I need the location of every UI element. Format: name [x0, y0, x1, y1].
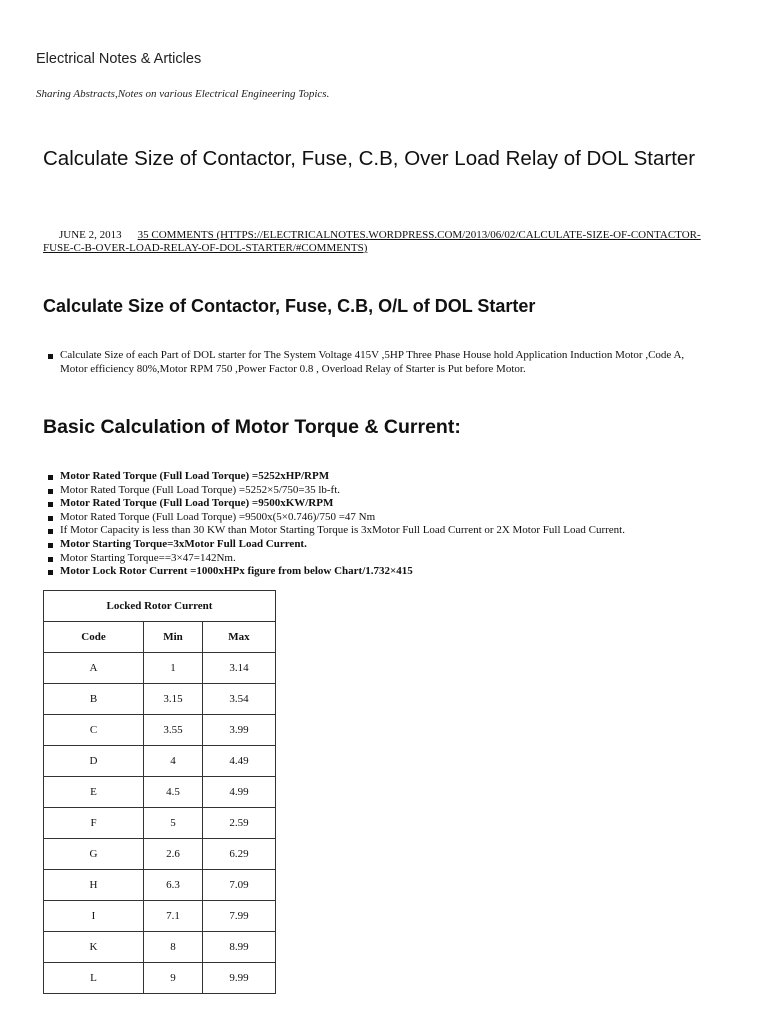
min-cell: 3.15	[144, 684, 203, 715]
max-cell: 3.14	[203, 653, 276, 684]
table-row	[44, 653, 276, 684]
table-row	[44, 870, 276, 901]
table-row	[44, 777, 276, 808]
section-heading-torque-current: Basic Calculation of Motor Torque & Current:	[43, 416, 461, 438]
table-row	[44, 684, 276, 715]
code-cell: H	[44, 870, 144, 901]
list-item: Motor Rated Torque (Full Load Torque) =5252xHP/RPM	[44, 470, 734, 484]
column-header-code: Code	[44, 622, 144, 653]
site-title-link[interactable]: Electrical Notes & Articles	[36, 51, 202, 67]
table-row	[44, 808, 276, 839]
max-cell: 4.49	[203, 746, 276, 777]
code-cell: A	[44, 653, 144, 684]
table-row	[44, 746, 276, 777]
list-item: Motor Rated Torque (Full Load Torque) =5252×5/750=35 lb-ft.	[44, 484, 734, 498]
code-cell: K	[44, 932, 144, 963]
max-cell: 9.99	[203, 963, 276, 994]
min-cell: 1	[144, 653, 203, 684]
section-heading-sizing: Calculate Size of Contactor, Fuse, C.B, O/L of DOL Starter	[43, 296, 536, 316]
list-item: Motor Lock Rotor Current =1000xHPx figure from below Chart/1.732×415	[44, 565, 734, 579]
max-cell: 6.29	[203, 839, 276, 870]
list-item: Motor Starting Torque==3×47=142Nm.	[44, 552, 734, 566]
max-cell: 3.54	[203, 684, 276, 715]
min-cell: 6.3	[144, 870, 203, 901]
table-row	[44, 715, 276, 746]
code-cell: C	[44, 715, 144, 746]
code-cell: B	[44, 684, 144, 715]
code-cell: F	[44, 808, 144, 839]
code-cell: I	[44, 901, 144, 932]
list-item: Calculate Size of each Part of DOL starter for The System Voltage 415V ,5HP Three Phase House hold Application Induction Motor ,Code A, Motor efficiency 80%,Motor RPM 750 ,Power Factor 0.8 , Overload Relay of Starter is Put before Motor.	[44, 349, 714, 376]
table-row	[44, 839, 276, 870]
comments-link[interactable]: 35 COMMENTS (HTTPS://ELECTRICALNOTES.WORDPRESS.COM/2013/06/02/CALCULATE-SIZE-OF-CONTACTOR-FUSE-C-B-OVER-LOAD-RELAY-OF-DOL-STARTER/#COMMENTS)	[43, 229, 701, 254]
post-date: JUNE 2, 2013	[59, 229, 122, 241]
table-row	[44, 901, 276, 932]
locked-rotor-current-table	[43, 590, 276, 994]
post-meta	[43, 229, 723, 255]
code-cell: E	[44, 777, 144, 808]
min-cell: 4	[144, 746, 203, 777]
column-header-min: Min	[144, 622, 203, 653]
max-cell: 2.59	[203, 808, 276, 839]
code-cell: G	[44, 839, 144, 870]
min-cell: 8	[144, 932, 203, 963]
list-item: If Motor Capacity is less than 30 KW than Motor Starting Torque is 3xMotor Full Load Current or 2X Motor Full Load Current.	[44, 524, 734, 538]
min-cell: 5	[144, 808, 203, 839]
list-item: Motor Rated Torque (Full Load Torque) =9500xKW/RPM	[44, 497, 734, 511]
max-cell: 8.99	[203, 932, 276, 963]
max-cell: 4.99	[203, 777, 276, 808]
list-item: Motor Starting Torque=3xMotor Full Load Current.	[44, 538, 734, 552]
code-cell: L	[44, 963, 144, 994]
max-cell: 3.99	[203, 715, 276, 746]
sizing-bullet-list	[44, 349, 714, 376]
min-cell: 9	[144, 963, 203, 994]
list-item: Motor Rated Torque (Full Load Torque) =9500x(5×0.746)/750 =47 Nm	[44, 511, 734, 525]
table-caption: Locked Rotor Current	[44, 591, 276, 622]
min-cell: 2.6	[144, 839, 203, 870]
site-tagline: Sharing Abstracts,Notes on various Electrical Engineering Topics.	[36, 88, 330, 100]
table-row	[44, 932, 276, 963]
max-cell: 7.09	[203, 870, 276, 901]
max-cell: 7.99	[203, 901, 276, 932]
min-cell: 4.5	[144, 777, 203, 808]
column-header-max: Max	[203, 622, 276, 653]
post-title: Calculate Size of Contactor, Fuse, C.B, Over Load Relay of DOL Starter	[43, 147, 696, 170]
min-cell: 7.1	[144, 901, 203, 932]
code-cell: D	[44, 746, 144, 777]
min-cell: 3.55	[144, 715, 203, 746]
torque-bullet-list	[44, 470, 734, 579]
table-row	[44, 963, 276, 994]
